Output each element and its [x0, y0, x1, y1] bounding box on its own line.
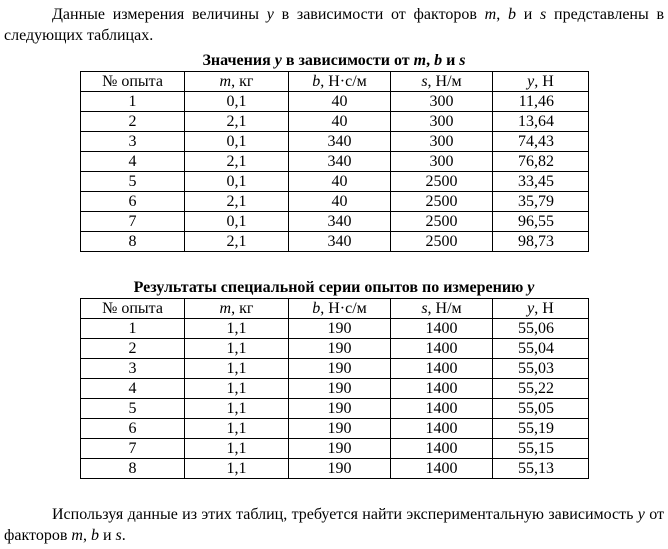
- cell-s: 1400: [391, 459, 493, 479]
- cell-trial-number: 6: [81, 192, 185, 212]
- cell-b: 190: [289, 439, 391, 459]
- var-s: s: [540, 6, 547, 23]
- cell-m: 1,1: [185, 379, 289, 399]
- cell-y: 55,06: [493, 319, 589, 339]
- cell-y: 55,13: [493, 459, 589, 479]
- cell-s: 1400: [391, 319, 493, 339]
- cell-b: 190: [289, 339, 391, 359]
- caption-text: Результаты специальной серии опытов по измерению: [133, 279, 528, 296]
- cell-b: 190: [289, 459, 391, 479]
- var-y: y: [274, 52, 282, 69]
- cell-y: 55,19: [493, 419, 589, 439]
- cell-trial-number: 3: [81, 132, 185, 152]
- cell-s: 1400: [391, 399, 493, 419]
- cell-b: 40: [289, 92, 391, 112]
- cell-m: 0,1: [185, 92, 289, 112]
- cell-b: 190: [289, 319, 391, 339]
- cell-s: 2500: [391, 232, 493, 252]
- cell-y: 13,64: [493, 112, 589, 132]
- intro-text: и: [515, 6, 541, 23]
- cell-m: 0,1: [185, 172, 289, 192]
- cell-s: 2500: [391, 172, 493, 192]
- header-s: s, Н/м: [391, 299, 493, 319]
- outro-text: от факторов: [4, 506, 664, 544]
- cell-trial-number: 8: [81, 232, 185, 252]
- cell-m: 1,1: [185, 359, 289, 379]
- var-s: s: [459, 52, 466, 69]
- table-row: [81, 439, 589, 459]
- var-m: m: [71, 527, 83, 544]
- cell-s: 1400: [391, 439, 493, 459]
- header-m: m, кг: [185, 72, 289, 92]
- var-m: m: [484, 6, 497, 23]
- cell-s: 2500: [391, 212, 493, 232]
- var-y: y: [266, 6, 274, 23]
- table-row: [81, 152, 589, 172]
- outro-text: .: [121, 527, 126, 544]
- cell-b: 190: [289, 359, 391, 379]
- cell-m: 1,1: [185, 459, 289, 479]
- cell-s: 300: [391, 152, 493, 172]
- cell-trial-number: 4: [81, 152, 185, 172]
- cell-s: 1400: [391, 419, 493, 439]
- table-row: [81, 232, 589, 252]
- intro-text: ,: [496, 6, 508, 23]
- outro-text: Используя данные из этих таблиц, требуется найти экспериментальную зависимость: [52, 506, 638, 523]
- cell-s: 300: [391, 112, 493, 132]
- table-row: [81, 172, 589, 192]
- header-s: s, Н/м: [391, 72, 493, 92]
- intro-text: Данные измерения величины: [52, 6, 267, 23]
- var-b: b: [507, 6, 516, 23]
- table-row: [81, 319, 589, 339]
- cell-trial-number: 6: [81, 419, 185, 439]
- cell-y: 11,46: [493, 92, 589, 112]
- table-row: [81, 92, 589, 112]
- cell-y: 98,73: [493, 232, 589, 252]
- cell-m: 0,1: [185, 212, 289, 232]
- intro-text: представлены в следующих таблицах.: [4, 6, 665, 44]
- table-row: [81, 419, 589, 439]
- cell-y: 76,82: [493, 152, 589, 172]
- table-header-row: [81, 299, 589, 319]
- table-row: [81, 399, 589, 419]
- cell-b: 340: [289, 132, 391, 152]
- cell-y: 55,22: [493, 379, 589, 399]
- cell-m: 0,1: [185, 132, 289, 152]
- cell-m: 2,1: [185, 232, 289, 252]
- cell-m: 1,1: [185, 319, 289, 339]
- cell-trial-number: 3: [81, 359, 185, 379]
- cell-y: 55,04: [493, 339, 589, 359]
- header-trial-number: № опыта: [81, 299, 185, 319]
- header-m: m, кг: [185, 299, 289, 319]
- var-y: y: [637, 506, 645, 523]
- table1-caption: [80, 51, 588, 70]
- intro-paragraph: [4, 4, 664, 46]
- cell-s: 1400: [391, 339, 493, 359]
- cell-b: 40: [289, 112, 391, 132]
- table-row: [81, 359, 589, 379]
- cell-trial-number: 4: [81, 379, 185, 399]
- cell-s: 300: [391, 92, 493, 112]
- table2: [80, 298, 589, 479]
- var-y: y: [527, 279, 535, 296]
- cell-m: 1,1: [185, 399, 289, 419]
- table-row: [81, 212, 589, 232]
- cell-s: 1400: [391, 359, 493, 379]
- table-header-row: [81, 72, 589, 92]
- cell-b: 340: [289, 152, 391, 172]
- cell-m: 1,1: [185, 419, 289, 439]
- table1: [80, 71, 589, 252]
- table-row: [81, 192, 589, 212]
- table2-caption: [80, 278, 588, 297]
- cell-s: 1400: [391, 379, 493, 399]
- cell-y: 55,03: [493, 359, 589, 379]
- cell-b: 190: [289, 399, 391, 419]
- outro-text: ,: [82, 527, 91, 544]
- header-y: y, Н: [493, 299, 589, 319]
- cell-s: 2500: [391, 192, 493, 212]
- intro-text: в зависимости от факторов: [273, 6, 485, 23]
- cell-trial-number: 2: [81, 112, 185, 132]
- cell-y: 33,45: [493, 172, 589, 192]
- cell-s: 300: [391, 132, 493, 152]
- cell-y: 55,05: [493, 399, 589, 419]
- cell-b: 190: [289, 419, 391, 439]
- cell-y: 35,79: [493, 192, 589, 212]
- var-s: s: [115, 527, 122, 544]
- cell-trial-number: 5: [81, 399, 185, 419]
- cell-y: 96,55: [493, 212, 589, 232]
- outro-text: и: [98, 527, 116, 544]
- cell-b: 40: [289, 172, 391, 192]
- cell-b: 190: [289, 379, 391, 399]
- table-row: [81, 112, 589, 132]
- caption-text: Значения: [202, 52, 275, 69]
- var-b: b: [434, 52, 443, 69]
- cell-m: 2,1: [185, 112, 289, 132]
- header-trial-number: № опыта: [81, 72, 185, 92]
- cell-trial-number: 7: [81, 212, 185, 232]
- cell-y: 55,15: [493, 439, 589, 459]
- cell-y: 74,43: [493, 132, 589, 152]
- header-b: b, Н·с/м: [289, 72, 391, 92]
- var-b: b: [90, 527, 99, 544]
- header-b: b, Н·с/м: [289, 299, 391, 319]
- cell-trial-number: 7: [81, 439, 185, 459]
- header-y: y, Н: [493, 72, 589, 92]
- cell-m: 2,1: [185, 152, 289, 172]
- cell-m: 1,1: [185, 339, 289, 359]
- caption-text: ,: [426, 52, 435, 69]
- table-row: [81, 339, 589, 359]
- cell-trial-number: 8: [81, 459, 185, 479]
- cell-m: 2,1: [185, 192, 289, 212]
- table-row: [81, 459, 589, 479]
- caption-text: и: [442, 52, 460, 69]
- var-m: m: [413, 52, 427, 69]
- cell-trial-number: 1: [81, 319, 185, 339]
- table-row: [81, 379, 589, 399]
- outro-paragraph: [4, 504, 664, 546]
- cell-b: 340: [289, 212, 391, 232]
- cell-trial-number: 1: [81, 92, 185, 112]
- cell-trial-number: 2: [81, 339, 185, 359]
- cell-m: 1,1: [185, 439, 289, 459]
- cell-b: 340: [289, 232, 391, 252]
- cell-b: 40: [289, 192, 391, 212]
- cell-trial-number: 5: [81, 172, 185, 192]
- table-row: [81, 132, 589, 152]
- caption-text: в зависимости от: [281, 52, 414, 69]
